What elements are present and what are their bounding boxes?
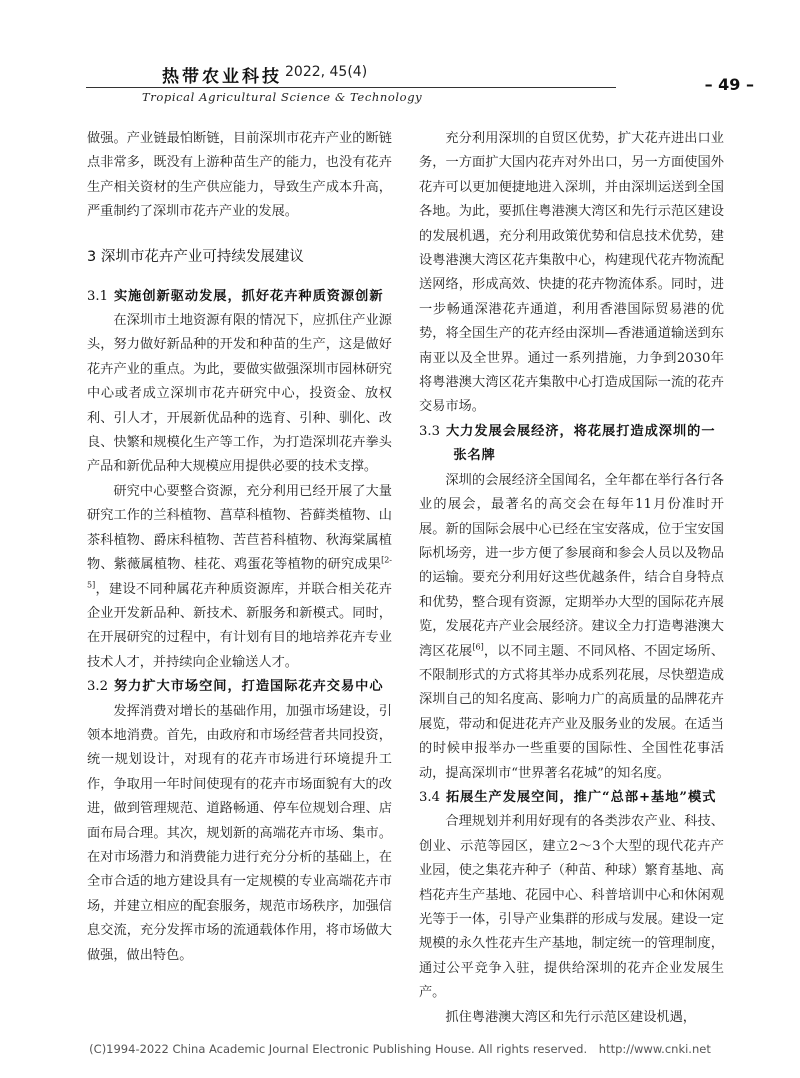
journal-issue: 2022, 45(4) (285, 64, 368, 80)
journal-title-cn: 热带农业科技 (162, 67, 282, 87)
paragraph: 发挥消费对增长的基础作用，加强市场建设，引领本地消费。首先，由政府和市场经营者共同投资，统一规划设计，对现有的花卉市场进行环境提升工作，争取用一年时间使现有的花卉市场面貌有大的改进，做到管理规范、道路畅通、停车位规划合理、店面布局合理。其次，规划新的高端花卉市场、集市。在对市场潜力和消费能力进行充分分析的基础上，在全市合适的地方建设具有一定规模的专业高端花卉市场，并建立相应的配套服务，规范市场秩序，加强信息交流，充分发挥市场的流通载体作用，将市场做大做强，做出特色。 (87, 703, 392, 963)
subsection-heading (87, 285, 392, 309)
paragraph: 在深圳市土地资源有限的情况下，应抓住产业源头，努力做好新品种的开发和种苗的生产，这是做好花卉产业的重点。为此，要做实做强深圳市园林研究中心或者成立深圳市花卉研究中心，投资金、放权利、引人才，开展新优品种的选育、引种、驯化、改良、快繁和规模化生产等工作，为打造深圳花卉拳头产品和新优品种大规模应用提供必要的技术支撑。 (87, 313, 392, 475)
subsection-number: 3.4 (419, 789, 440, 805)
paragraph: 研究中心要整合资源，充分利用已经开展了大量研究工作的兰科植物、菖草科植物、苔藓类植物、山茶科植物、爵床科植物、苦苣苔科植物、秋海棠属植物、紫薇属植物、桂花、鸡蛋花等植物的研究成果[2-5]，建设不同种属花卉种质资源库，并联合相关花卉企业开发新品种、新技术、新服务和新模式。同时，在开展研究的过程中，有计划有目的地培养花卉专业技术人才，并持续向企业输送人才。 (87, 483, 392, 670)
subsection-heading (419, 786, 724, 810)
subsection-title: 努力扩大市场空间，打造国际花卉交易中心 (113, 679, 384, 695)
copyright-footer (0, 1042, 800, 1056)
citation: [6] (472, 642, 484, 652)
footer-url[interactable]: http://www.cnki.net (598, 1042, 711, 1056)
journal-title-en: Tropical Agricultural Science & Technology (142, 90, 423, 104)
paragraph: 合理规划并利用好现有的各类涉农产业、科技、创业、示范等园区，建立2～3个大型的现代花卉产业园，使之集花卉种子（种苗、种球）繁育基地、高档花卉生产基地、花园中心、科普培训中心和休闲观光等于一体，引导产业集群的形成与发展。建设一定规模的永久性花卉生产基地，制定统一的管理制度，通过公平竞争入驻，提供给深圳的花卉企业发展生产。 (419, 814, 724, 1001)
left-column (87, 127, 392, 968)
subsection-number: 3.2 (87, 679, 108, 695)
right-column (419, 127, 724, 1030)
subsection-number: 3.3 (419, 423, 440, 439)
citation: [2-5] (87, 555, 392, 590)
subsection-heading (419, 420, 724, 469)
subsection-title: 大力发展会展经济，将花展打造成深圳的一张名牌 (445, 423, 716, 464)
copyright-text: (C)1994-2022 China Academic Journal Electronic Publishing House. All rights reserved. (89, 1042, 588, 1056)
subsection-title: 实施创新驱动发展，抓好花卉种质资源创新 (113, 288, 384, 304)
subsection-heading (87, 675, 392, 699)
subsection-title: 拓展生产发展空间，推广“总部+基地”模式 (445, 789, 717, 805)
section-heading: 3 深圳市花卉产业可持续发展建议 (87, 248, 304, 265)
header-rule (86, 87, 616, 88)
page-number: – 49 – (704, 75, 754, 94)
paragraph: 充分利用深圳的自贸区优势，扩大花卉进出口业务，一方面扩大国内花卉对外出口，另一方面使国外花卉可以更加便捷地进入深圳，并由深圳运送到全国各地。为此，要抓住粤港澳大湾区和先行示范区建设的发展机遇，充分利用政策优势和信息技术优势，建设粤港澳大湾区花卉集散中心，构建现代花卉物流配送网络，形成高效、快捷的花卉物流体系。同时，进一步畅通深港花卉通道，利用香港国际贸易港的优势，将全国生产的花卉经由深圳—香港通道输送到东南亚以及全世界。通过一系列措施，力争到2030年将粤港澳大湾区花卉集散中心打造成国际一流的花卉交易市场。 (419, 131, 724, 415)
paragraph: 抓住粤港澳大湾区和先行示范区建设机遇， (445, 1009, 696, 1025)
paragraph: 做强。产业链最怕断链，目前深圳市花卉产业的断链点非常多，既没有上游种苗生产的能力，也没有花卉生产相关资材的生产供应能力，导致生产成本升高，严重制约了深圳市花卉产业的发展。 (87, 131, 392, 220)
paragraph: 深圳的会展经济全国闻名，全年都在举行各行各业的展会，最著名的高交会在每年11月份准时开展。新的国际会展中心已经在宝安落成，位于宝安国际机场旁，进一步方便了参展商和参会人员以及物品的运输。要充分利用好这些优越条件，结合自身特点和优势，整合现有资源，定期举办大型的国际花卉展览，发展花卉产业会展经济。建议全力打造粤港澳大湾区花展[6]，以不同主题、不同风格、不固定场所、不限制形式的方式将其举办成系列花展，尽快塑造成深圳自己的知名度高、影响力广的高质量的品牌花卉展览，带动和促进花卉产业及服务业的发展。在适当的时候申报举办一些重要的国际性、全国性花事活动，提高深圳市“世界著名花城”的知名度。 (419, 472, 725, 781)
subsection-number: 3.1 (87, 288, 108, 304)
page-header (0, 0, 800, 110)
